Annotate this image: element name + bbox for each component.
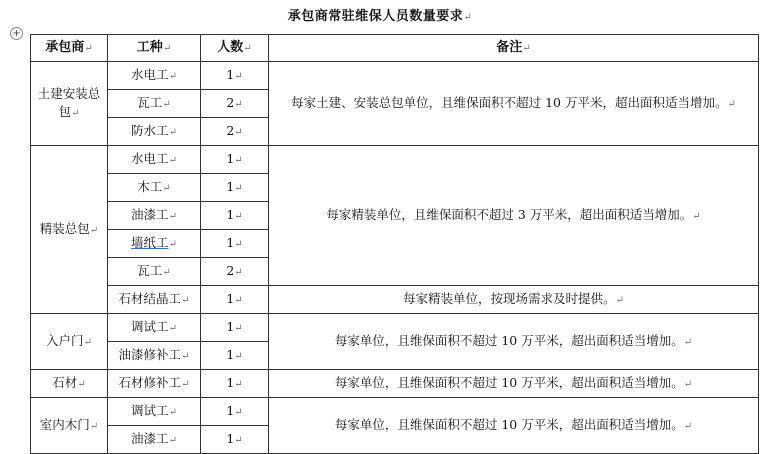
table-row [31, 146, 759, 174]
remark-cell: 每家单位，且维保面积不超过 10 万平米，超出面积适当增加。↵ [269, 398, 759, 454]
table-row [31, 62, 759, 90]
trade-cell: 防水工↵ [108, 118, 201, 146]
trade-cell: 石材修补工↵ [108, 370, 201, 398]
remark-cell: 每家精装单位，且维保面积不超过 3 万平米，超出面积适当增加。↵ [269, 146, 759, 286]
header-row [31, 35, 759, 62]
document-title [0, 5, 760, 24]
contractor-cell: 室内木门↵ [31, 398, 108, 454]
contractor-cell: 石材↵ [31, 370, 108, 398]
trade-cell: 调试工↵ [108, 314, 201, 342]
count-cell: 2↵ [201, 90, 269, 118]
table-row [31, 398, 759, 426]
paragraph-mark: ↵ [463, 12, 473, 23]
header-contractor: 承包商↵ [31, 35, 108, 62]
trade-cell: 木工↵ [108, 174, 201, 202]
count-cell: 1↵ [201, 202, 269, 230]
count-cell: 1↵ [201, 314, 269, 342]
trade-cell: 石材结晶工↵ [108, 286, 201, 314]
count-cell: 1↵ [201, 426, 269, 454]
table-row [31, 286, 759, 314]
trade-cell: 调试工↵ [108, 398, 201, 426]
trade-cell: 油漆工↵ [108, 426, 201, 454]
header-remark: 备注↵ [269, 35, 759, 62]
table-row [31, 370, 759, 398]
count-cell: 1↵ [201, 230, 269, 258]
count-cell: 1↵ [201, 342, 269, 370]
count-cell: 1↵ [201, 146, 269, 174]
header-trade: 工种↵ [108, 35, 201, 62]
count-cell: 1↵ [201, 286, 269, 314]
trade-cell: 瓦工↵ [108, 258, 201, 286]
trade-cell: 油漆工↵ [108, 202, 201, 230]
trade-cell: 水电工↵ [108, 62, 201, 90]
remark-cell: 每家单位，且维保面积不超过 10 万平米，超出面积适当增加。↵ [269, 370, 759, 398]
remark-cell: 每家精装单位，按现场需求及时提供。↵ [269, 286, 759, 314]
staffing-table [30, 34, 759, 454]
trade-cell: 水电工↵ [108, 146, 201, 174]
remark-cell: 每家土建、安装总包单位，且维保面积不超过 10 万平米，超出面积适当增加。↵ [269, 62, 759, 146]
contractor-cell: 土建安装总包↵ [31, 62, 108, 146]
contractor-cell: 精装总包↵ [31, 146, 108, 314]
count-cell: 1↵ [201, 398, 269, 426]
contractor-cell: 入户门↵ [31, 314, 108, 370]
trade-cell: 瓦工↵ [108, 90, 201, 118]
count-cell: 2↵ [201, 118, 269, 146]
header-count: 人数↵ [201, 35, 269, 62]
count-cell: 1↵ [201, 174, 269, 202]
title-text: 承包商常驻维保人员数量要求 [287, 9, 464, 24]
trade-cell: 墙纸工↵ [108, 230, 201, 258]
count-cell: 2↵ [201, 258, 269, 286]
remark-cell: 每家单位，且维保面积不超过 10 万平米，超出面积适当增加。↵ [269, 314, 759, 370]
count-cell: 1↵ [201, 370, 269, 398]
trade-cell: 油漆修补工↵ [108, 342, 201, 370]
table-move-handle-icon[interactable]: + [10, 27, 23, 40]
table-row [31, 314, 759, 342]
count-cell: 1↵ [201, 62, 269, 90]
